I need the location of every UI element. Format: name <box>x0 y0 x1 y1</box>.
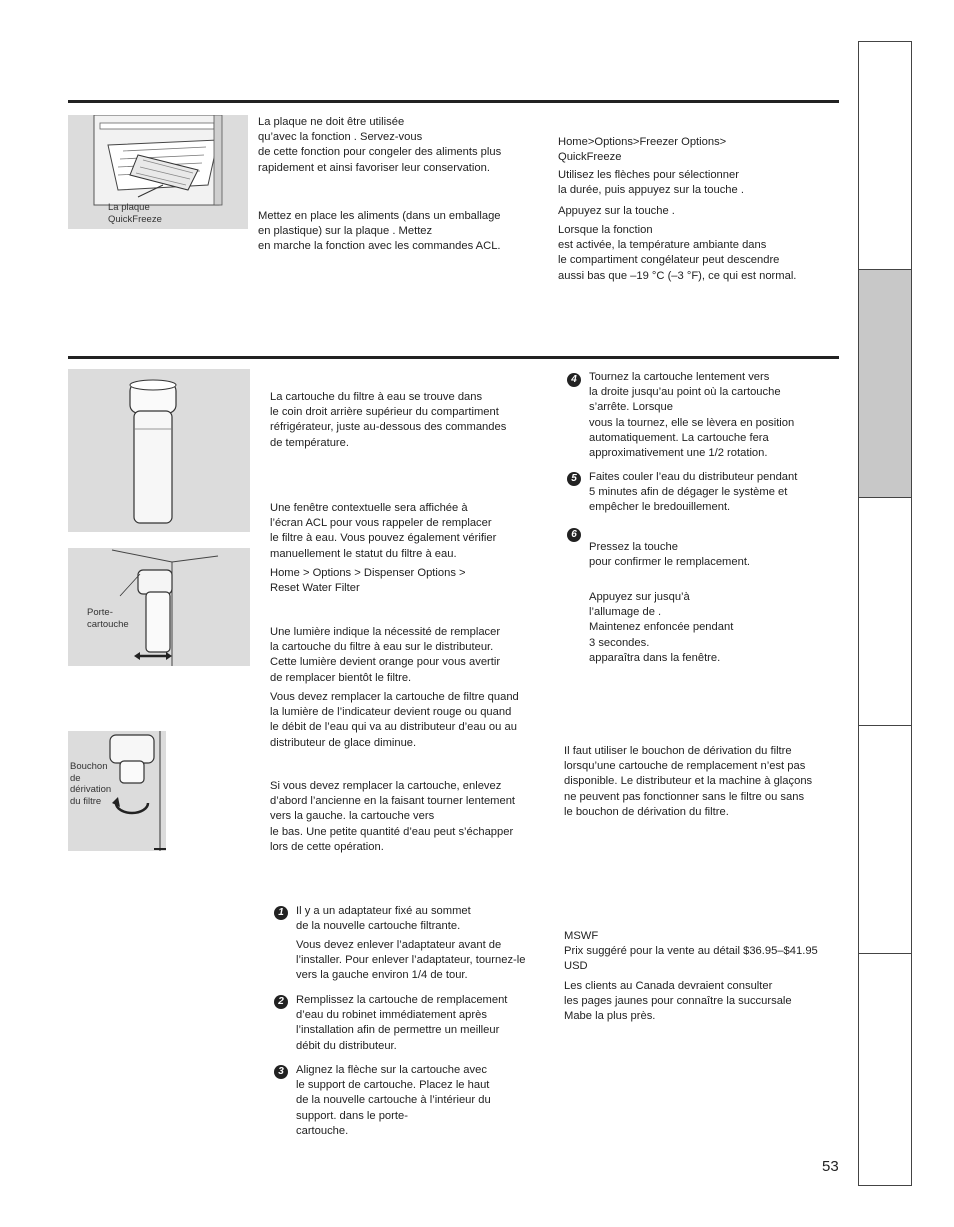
step-4-text: Tournez la cartouche lentement vers la droite jusqu’au point où la cartouche s’arrête. Lorsque vous la tournez, elle se lèvera en position automatiquement. La cartouche fera approximativement une 1/2 rotation. <box>589 371 795 460</box>
cartridge-holder-figure <box>68 548 250 666</box>
tab-5 <box>859 954 911 1185</box>
step-1-badge: 1 <box>274 906 288 920</box>
section-rule-top <box>68 100 839 103</box>
step-6-reset-instructions: Appuyez sur jusqu’à l’allumage de . Maintenez enfoncée pendant 3 secondes. apparaîtra dans la fenêtre. <box>589 591 734 664</box>
step-6-badge: 6 <box>567 528 581 542</box>
section-rule-water-filter <box>68 356 839 359</box>
filter-cartridge-illustration <box>68 369 250 532</box>
bypass-plug-label: Bouchon de dérivation du filtre <box>70 761 112 807</box>
step-5-text: Faites couler l’eau du distributeur pendant 5 minutes afin de dégager le système et empêcher le bredouillement. <box>589 471 798 514</box>
quickfreeze-placement: Mettez en place les aliments (dans un emballage en plastique) sur la plaque . Mettez en marche la fonction avec les commandes ACL. <box>258 210 501 253</box>
bypass-plug-note: Il faut utiliser le bouchon de dérivation du filtre lorsqu’une cartouche de remplacement n’est pas disponible. Le distributeur et la machine à glaçons ne peuvent pas fonctionner sans le filtre ou sans le bouchon de dérivation du filtre. <box>564 745 813 818</box>
filter-cartridge-figure <box>68 369 250 532</box>
step-4-badge: 4 <box>567 373 581 387</box>
bypass-plug-figure <box>68 731 166 851</box>
filter-popup-reminder: Une fenêtre contextuelle sera affichée à l’écran ACL pour vous rappeler de remplacer le filtre à eau. Vous pouvez également vérifier manuellement le statut du filtre à eau. <box>270 502 497 560</box>
filter-indicator-light: Une lumière indique la nécessité de remplacer la cartouche du filtre à eau sur le distributeur. Cette lumière devient orange pour vous avertir de remplacer bientôt le filtre. <box>270 626 501 684</box>
step-2-text: Remplissez la cartouche de remplacement d’eau du robinet immédiatement après l’installation afin de permettre un meilleur débit du distributeur. <box>296 994 508 1052</box>
quickfreeze-confirm: Appuyez sur la touche . <box>558 205 675 217</box>
step-2-badge: 2 <box>274 995 288 1009</box>
step-3-badge: 3 <box>274 1065 288 1079</box>
step-1-text: Il y a un adaptateur fixé au sommet de la nouvelle cartouche filtrante. <box>296 905 471 933</box>
filter-replace-when: Vous devez remplacer la cartouche de filtre quand la lumière de l’indicateur devient rouge ou quand le débit de l’eau qui va au distributeur d’eau ou au distributeur de glace diminue. <box>270 691 519 749</box>
canada-customers-note: Les clients au Canada devraient consulter les pages jaunes pour connaître la succursale Mabe la plus près. <box>564 980 792 1023</box>
quickfreeze-intro: La plaque ne doit être utilisée qu’avec la fonction . Servez-vous de cette fonction pour congeler des aliments plus rapidement et ainsi favoriser leur conservation. <box>258 116 502 174</box>
quickfreeze-tray-figure <box>68 115 248 229</box>
figure-label: La plaque QuickFreeze <box>108 202 162 225</box>
filter-model-number: MSWF <box>564 930 599 942</box>
quickfreeze-duration: Utilisez les flèches pour sélectionner la durée, puis appuyez sur la touche . <box>558 169 744 197</box>
filter-price: Prix suggéré pour la vente au détail $36.95–$41.95 USD <box>564 945 818 973</box>
step-5-badge: 5 <box>567 472 581 486</box>
cartridge-holder-label: Porte- cartouche <box>87 607 129 630</box>
tab-2-active <box>859 270 911 498</box>
tab-1 <box>859 42 911 270</box>
filter-location: La cartouche du filtre à eau se trouve dans le coin droit arrière supérieur du compartiment réfrigérateur, juste au-dessous des commandes de température. <box>270 391 507 449</box>
page-number: 53 <box>822 1158 839 1175</box>
filter-reset-path: Home > Options > Dispenser Options > Reset Water Filter <box>270 567 466 595</box>
tab-4 <box>859 726 911 954</box>
tab-3 <box>859 498 911 726</box>
section-tabs <box>858 41 912 1186</box>
step-3-text: Alignez la flèche sur la cartouche avec le support de cartouche. Placez le haut de la nouvelle cartouche à l’intérieur du support. dans le porte- cartouche. <box>296 1064 491 1137</box>
filter-remove-old: Si vous devez remplacer la cartouche, enlevez d’abord l’ancienne en la faisant tourner lentement vers la gauche. la cartouche vers le bas. Une petite quantité d’eau peut s’échapper lors de cette opération. <box>270 780 516 853</box>
quickfreeze-menu-path: Home>Options>Freezer Options> QuickFreeze <box>558 136 727 164</box>
step-6-text: Pressez la touche pour confirmer le remplacement. <box>589 541 751 569</box>
step-1-adapter-note: Vous devez enlever l’adaptateur avant de l’installer. Pour enlever l’adaptateur, tournez-le vers la gauche environ 1/4 de tour. <box>296 939 526 982</box>
quickfreeze-temp-note: Lorsque la fonction est activée, la température ambiante dans le compartiment congélateur peut descendre aussi bas que –19 °C (–3 °F), ce qui est normal. <box>558 224 797 282</box>
